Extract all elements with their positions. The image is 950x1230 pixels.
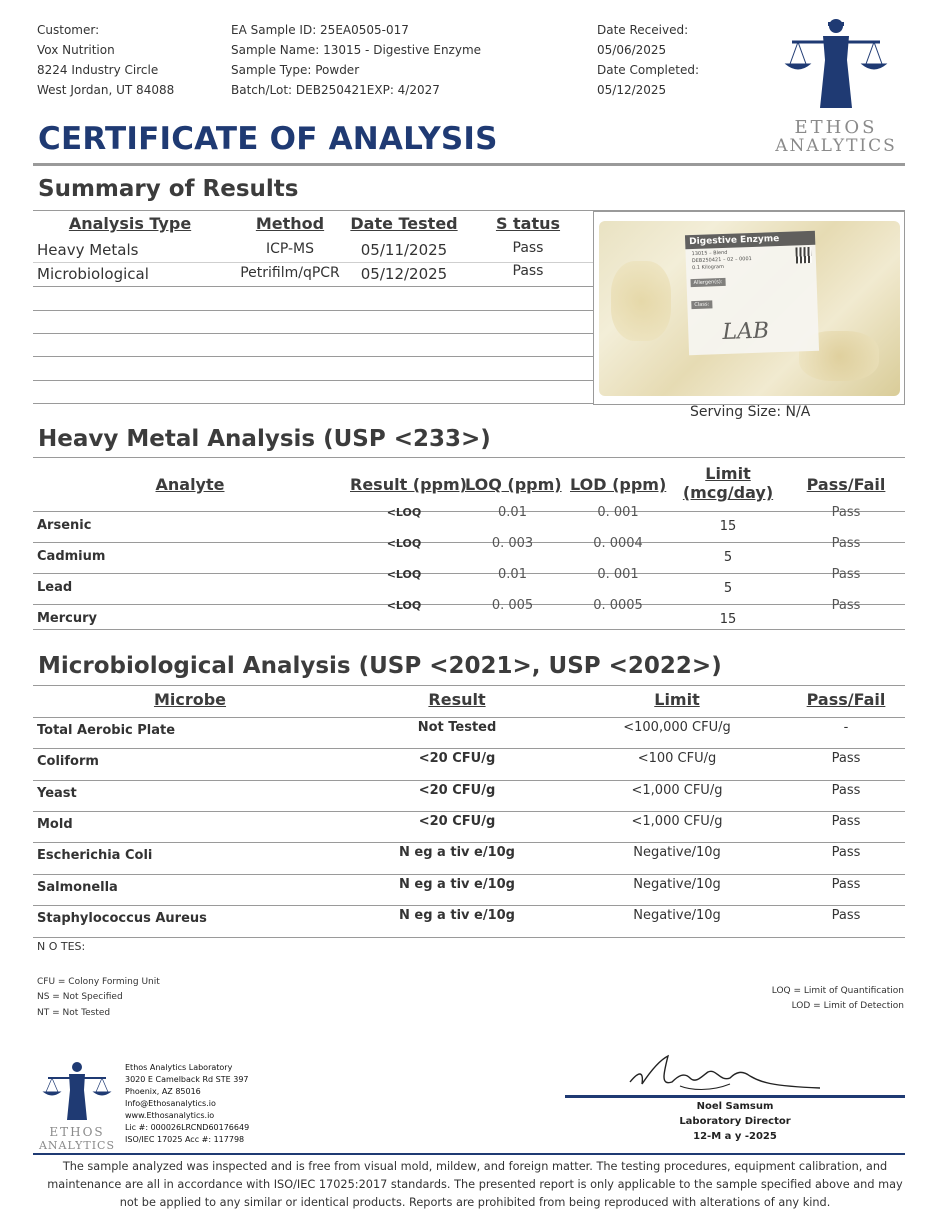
signatory-date: 12-M a y -2025 — [693, 1131, 777, 1142]
hm-col-analyte: Analyte — [155, 475, 225, 494]
micro-limit: <1,000 CFU/g — [631, 814, 723, 829]
lab-license: Lic #: 000026LRCND60176649 — [125, 1123, 250, 1132]
note-nt: NT = Not Tested — [37, 1008, 111, 1018]
summary-row-2-type: Microbiological — [37, 265, 149, 283]
hm-result: <LOQ — [386, 568, 422, 581]
summary-col-method: Method — [255, 214, 325, 233]
summary-row-divider-2 — [33, 286, 593, 287]
sample-type: Sample Type: Powder — [231, 63, 360, 77]
sample-block — [231, 20, 481, 100]
hm-result: <LOQ — [386, 537, 422, 550]
sample-name: Sample Name: 13015 - Digestive Enzyme — [231, 43, 482, 57]
customer-label: Customer: — [37, 23, 100, 37]
label-allergen: Allergen(s): — [690, 278, 725, 287]
hm-col-limit-line1: Limit — [705, 464, 751, 483]
hm-loq: 0. 003 — [491, 536, 534, 551]
justice-figure-icon — [768, 14, 904, 114]
hm-col-loq: LOQ (ppm) — [465, 475, 562, 494]
summary-row-divider-4 — [33, 333, 593, 334]
customer-address-1: 8224 Industry Circle — [37, 63, 159, 77]
micro-limit: Negative/10g — [633, 845, 721, 860]
micro-microbe: Mold — [37, 817, 73, 832]
note-cfu: CFU = Colony Forming Unit — [37, 977, 160, 987]
ethos-logo — [768, 14, 904, 159]
hm-loq: 0.01 — [498, 567, 527, 582]
hm-lod: 0. 001 — [597, 505, 639, 520]
hm-col-lod: LOD (ppm) — [570, 475, 667, 494]
hm-analyte: Lead — [37, 580, 73, 595]
summary-row-divider-5 — [33, 356, 593, 357]
hm-limit: 15 — [719, 519, 737, 534]
disclaimer-line-1: The sample analyzed was inspected and is free from visual mold, mildew, and foreign matter. The testing procedures, equipment calibration, and — [62, 1160, 888, 1173]
logo-text-1: ETHOS — [794, 117, 878, 138]
signatory-role: Laboratory Director — [679, 1116, 791, 1127]
micro-limit: <1,000 CFU/g — [631, 783, 723, 798]
lab-address-1: 3020 E Camelback Rd STE 397 — [125, 1075, 249, 1084]
hm-result: <LOQ — [386, 599, 422, 612]
dates-block — [597, 20, 699, 100]
customer-name: Vox Nutrition — [37, 43, 115, 57]
date-received-label: Date Received: — [597, 23, 689, 37]
micro-result: N eg a tiv e/10g — [399, 845, 515, 860]
micro-row-divider — [33, 842, 905, 843]
hm-analyte: Mercury — [37, 611, 98, 626]
hm-limit: 5 — [723, 550, 733, 565]
hm-passfail: Pass — [831, 567, 861, 582]
lab-name: Ethos Analytics Laboratory — [125, 1063, 233, 1072]
date-completed: 05/12/2025 — [597, 83, 667, 97]
summary-row-2-status: Pass — [512, 263, 544, 279]
micro-limit: Negative/10g — [633, 908, 721, 923]
heavy-metal-heading: Heavy Metal Analysis (USP <233>) — [38, 426, 491, 452]
batch-lot: Batch/Lot: DEB250421EXP: 4/2027 — [231, 83, 440, 97]
micro-result: Not Tested — [417, 720, 497, 735]
label-line-1: 13015 – Blend — [691, 249, 728, 258]
micro-microbe: Coliform — [37, 754, 99, 769]
summary-col-date-tested: Date Tested — [350, 214, 458, 233]
micro-passfail: Pass — [831, 751, 861, 766]
summary-row-2-date: 05/12/2025 — [360, 265, 448, 283]
summary-row-1-method: ICP-MS — [265, 241, 315, 257]
micro-microbe: Escherichia Coli — [37, 848, 153, 863]
lab-email: Info@Ethosanalytics.io — [125, 1099, 216, 1108]
hm-passfail: Pass — [831, 598, 861, 613]
label-line-2: DEB250421 – 02 – 0001 — [691, 255, 752, 265]
note-lod: LOD = Limit of Detection — [791, 1001, 904, 1011]
hm-loq: 0.01 — [498, 505, 527, 520]
product-label — [685, 231, 819, 355]
hm-lod: 0. 001 — [597, 567, 639, 582]
micro-microbe: Total Aerobic Plate — [37, 723, 176, 738]
sample-id: EA Sample ID: 25EA0505-017 — [231, 23, 409, 37]
micro-result: N eg a tiv e/10g — [399, 908, 515, 923]
logo-text-2: ANALYTICS — [775, 136, 897, 156]
micro-result: N eg a tiv e/10g — [399, 877, 515, 892]
hm-col-passfail: Pass/Fail — [806, 475, 886, 494]
micro-microbe: Staphylococcus Aureus — [37, 911, 207, 926]
title-divider — [33, 163, 905, 166]
micro-passfail: - — [843, 720, 849, 735]
hm-passfail: Pass — [831, 536, 861, 551]
hm-bottom-line — [33, 629, 905, 630]
micro-passfail: Pass — [831, 783, 861, 798]
micro-col-passfail: Pass/Fail — [806, 690, 886, 709]
summary-col-status: S tatus — [495, 214, 561, 233]
customer-block — [37, 20, 174, 100]
micro-result: <20 CFU/g — [418, 814, 496, 829]
summary-row-1-status: Pass — [512, 240, 544, 256]
hm-col-limit — [676, 464, 780, 502]
signature-line — [565, 1095, 905, 1098]
micro-row-divider — [33, 874, 905, 875]
footer-divider — [33, 1153, 905, 1155]
summary-heading: Summary of Results — [38, 176, 299, 202]
lab-iso: ISO/IEC 17025 Acc #: 117798 — [125, 1135, 245, 1144]
notes-label: N O TES: — [37, 940, 86, 953]
label-line-3: 0.1 Kilogram — [691, 263, 725, 272]
hm-analyte: Arsenic — [37, 518, 92, 533]
summary-row-divider-3 — [33, 310, 593, 311]
document-title: CERTIFICATE OF ANALYSIS — [38, 121, 498, 157]
footer-logo-text-1: ETHOS — [49, 1125, 105, 1139]
disclaimer — [20, 1158, 930, 1212]
hm-lod: 0. 0004 — [593, 536, 643, 551]
footer-justice-figure-icon — [34, 1060, 120, 1122]
micro-row-divider — [33, 811, 905, 812]
micro-col-microbe: Microbe — [153, 690, 227, 709]
hm-col-result: Result (ppm) — [350, 475, 467, 494]
footer-logo-text-2: ANALYTICS — [38, 1139, 115, 1152]
note-loq: LOQ = Limit of Quantification — [771, 986, 904, 996]
hm-loq: 0. 005 — [491, 598, 534, 613]
micro-bottom-line — [33, 937, 905, 938]
sample-photo — [593, 211, 905, 405]
summary-row-1-date: 05/11/2025 — [360, 241, 448, 259]
signature-image — [620, 1042, 830, 1096]
micro-row-divider — [33, 780, 905, 781]
micro-microbe: Yeast — [37, 786, 77, 801]
micro-result: <20 CFU/g — [418, 751, 496, 766]
hm-limit: 5 — [723, 581, 733, 596]
serving-size: Serving Size: N/A — [690, 404, 811, 420]
powder-bag — [599, 221, 900, 396]
lab-info — [125, 1062, 249, 1146]
customer-address-2: West Jordan, UT 84088 — [37, 83, 175, 97]
summary-row-divider-6 — [33, 380, 593, 381]
summary-row-1-type: Heavy Metals — [37, 241, 139, 259]
micro-row-divider — [33, 905, 905, 906]
micro-passfail: Pass — [831, 877, 861, 892]
hm-limit: 15 — [719, 612, 737, 627]
micro-col-result: Result — [428, 690, 486, 709]
micro-passfail: Pass — [831, 814, 861, 829]
signatory-name: Noel Samsum — [696, 1101, 774, 1112]
micro-passfail: Pass — [831, 845, 861, 860]
qr-code-icon — [795, 247, 812, 264]
hm-lod: 0. 0005 — [593, 598, 643, 613]
micro-row-divider — [33, 748, 905, 749]
date-received: 05/06/2025 — [597, 43, 667, 57]
micro-limit: <100 CFU/g — [637, 751, 717, 766]
signatory-block — [565, 1099, 905, 1144]
lab-address-2: Phoenix, AZ 85016 — [125, 1087, 201, 1096]
micro-limit: Negative/10g — [633, 877, 721, 892]
summary-row-2-method: Petrifilm/qPCR — [240, 265, 340, 281]
micro-result: <20 CFU/g — [418, 783, 496, 798]
micro-row-divider — [33, 717, 905, 718]
footer-logo — [34, 1060, 120, 1150]
handwritten-note: LAB — [721, 318, 770, 346]
hm-passfail: Pass — [831, 505, 861, 520]
hm-analyte: Cadmium — [37, 549, 106, 564]
micro-passfail: Pass — [831, 908, 861, 923]
hm-col-limit-line2: (mcg/day) — [682, 483, 774, 502]
micro-limit: <100,000 CFU/g — [623, 720, 731, 735]
micro-col-limit: Limit — [654, 690, 700, 709]
summary-col-analysis-type: Analysis Type — [68, 214, 192, 233]
label-class: Class: — [691, 300, 712, 309]
note-ns: NS = Not Specified — [37, 992, 123, 1002]
micro-microbe: Salmonella — [37, 880, 118, 895]
label-title: Digestive Enzyme — [685, 231, 815, 250]
summary-row-divider-7 — [33, 403, 593, 404]
micro-heading: Microbiological Analysis (USP <2021>, USP <2022>) — [38, 653, 722, 679]
lab-website: www.Ethosanalytics.io — [125, 1111, 215, 1120]
heavy-metal-top-line — [33, 457, 905, 458]
micro-top-line — [33, 685, 905, 686]
disclaimer-line-2: maintenance are all in accordance with ISO/IEC 17025:2017 standards. The presented report is only applicable to the sample specified above and may — [47, 1178, 903, 1191]
disclaimer-line-3: not be applied to any similar or identical products. Reports are prohibited from being reproduced with alterations of any kind. — [119, 1196, 831, 1209]
date-completed-label: Date Completed: — [597, 63, 699, 77]
hm-result: <LOQ — [386, 506, 422, 519]
